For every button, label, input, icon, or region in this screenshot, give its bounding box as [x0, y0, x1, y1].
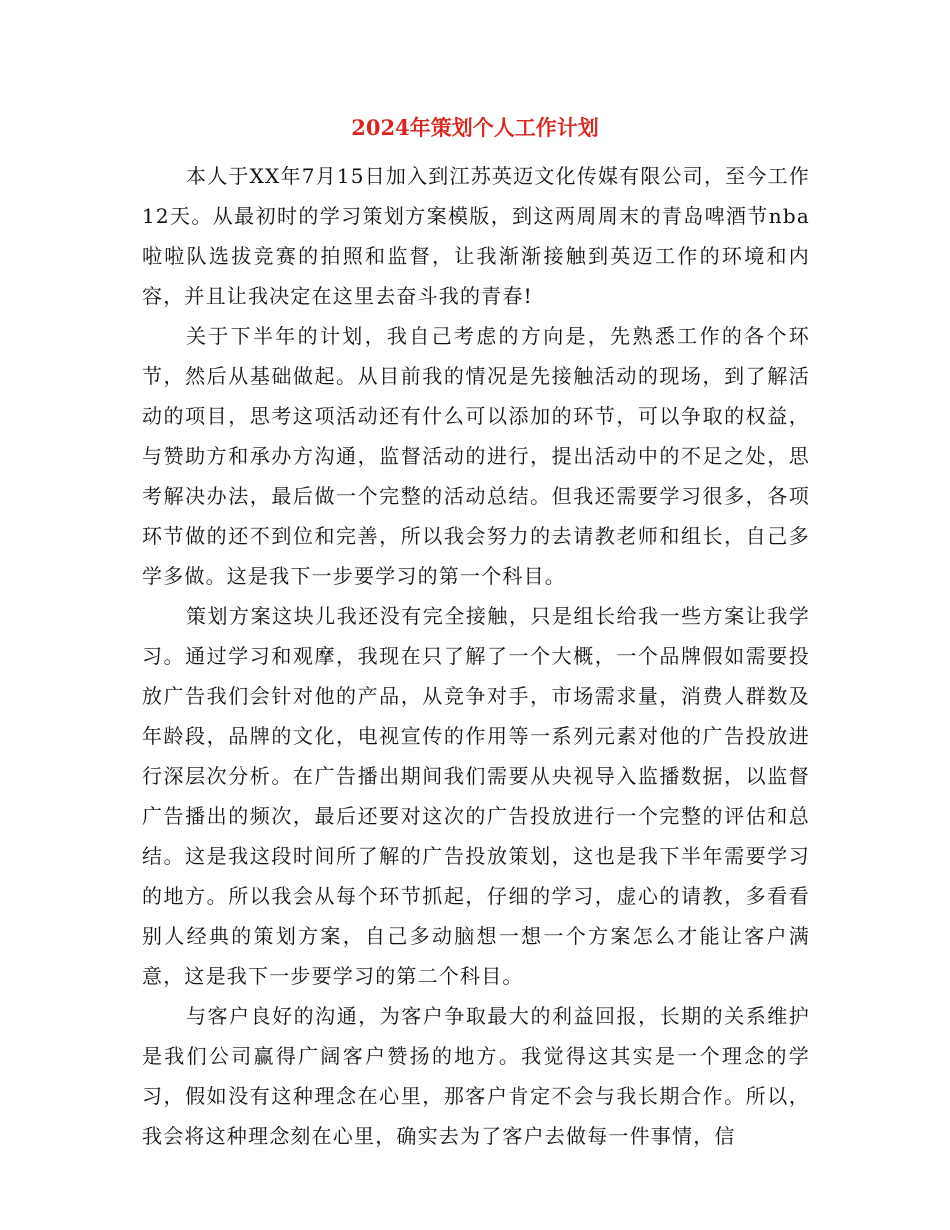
document-title: 2024年策划个人工作计划 [351, 115, 599, 140]
paragraph-3: 策划方案这块儿我还没有完全接触，只是组长给我一些方案让我学习。通过学习和观摩，我现在只了解了一个大概，一个品牌假如需要投放广告我们会针对他的产品，从竞争对手，市场需求量，消费人群数及年龄段，品牌的文化，电视宣传的作用等一系列元素对他的广告投放进行深层次分析。在广告播出期间我们需要从央视导入监播数据，以监督广告播出的频次，最后还要对这次的广告投放进行一个完整的评估和总结。这是我这段时间所了解的广告投放策划，这也是我下半年需要学习的地方。所以我会从每个环节抓起，仔细的学习，虚心的请教，多看看别人经典的策划方案，自己多动脑想一想一个方案怎么才能让客户满意，这是我下一步要学习的第二个科目。 [142, 604, 810, 988]
document-body [142, 156, 810, 1156]
paragraph-1: 本人于XX年7月15日加入到江苏英迈文化传媒有限公司，至今工作12天。从最初时的学习策划方案模版，到这两周周末的青岛啤酒节nba啦啦队选拔竞赛的拍照和监督，让我渐渐接触到英迈工作的环境和内容，并且让我决定在这里去奋斗我的青春! [142, 164, 810, 308]
paragraph-2: 关于下半年的计划，我自己考虑的方向是，先熟悉工作的各个环节，然后从基础做起。从目前我的情况是先接触活动的现场，到了解活动的项目，思考这项活动还有什么可以添加的环节，可以争取的权益，与赞助方和承办方沟通，监督活动的进行，提出活动中的不足之处，思考解决办法，最后做一个完整的活动总结。但我还需要学习很多，各项环节做的还不到位和完善，所以我会努力的去请教老师和组长，自己多学多做。这是我下一步要学习的第一个科目。 [142, 324, 810, 588]
paragraph-4: 与客户良好的沟通，为客户争取最大的利益回报，长期的关系维护是我们公司赢得广阔客户赞扬的地方。我觉得这其实是一个理念的学习，假如没有这种理念在心里，那客户肯定不会与我长期合作。所以，我会将这种理念刻在心里，确实去为了客户去做每一件事情，信 [142, 1004, 810, 1148]
